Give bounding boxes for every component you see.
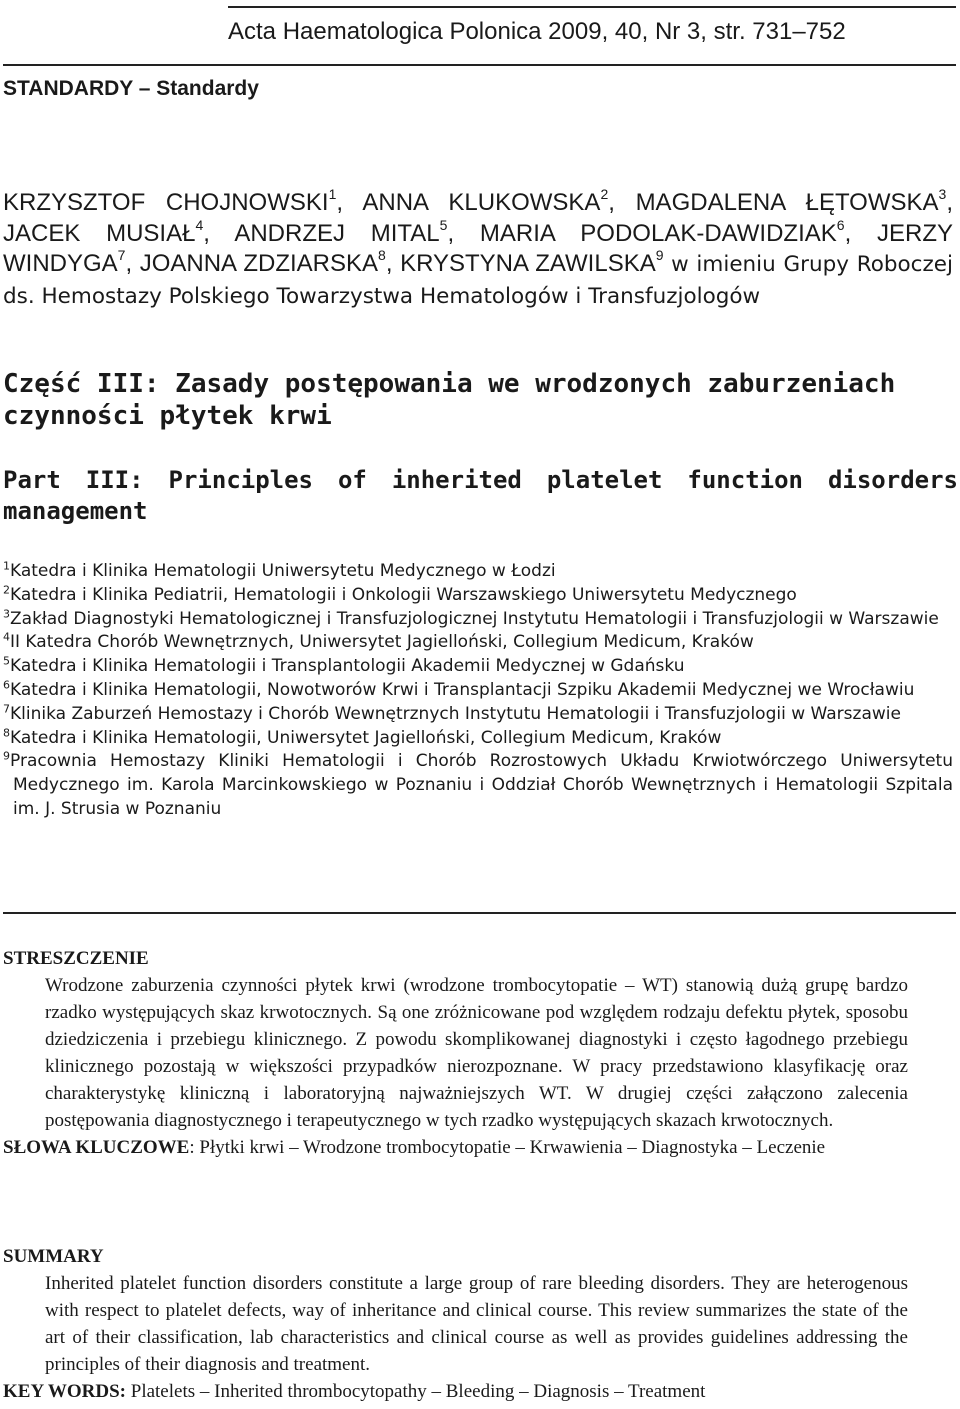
affiliation-item xyxy=(3,655,953,679)
affiliation-number: 2 xyxy=(3,583,10,597)
affiliation-number: 1 xyxy=(3,559,10,573)
affiliation-number: 6 xyxy=(3,678,10,692)
affiliation-item xyxy=(3,584,953,608)
slowa-kluczowe-text: : Płytki krwi – Wrodzone trombocytopatie – Krwawienia – Diagnostyka – Leczenie xyxy=(189,1137,826,1158)
author-separator: , xyxy=(844,219,877,247)
affiliation-item xyxy=(3,631,953,655)
author-affiliation-number: 2 xyxy=(600,186,609,202)
journal-citation: Acta Haematologica Polonica 2009, 40, Nr 3, str. 731–752 xyxy=(228,18,846,45)
author-name: MARIA PODOLAK-DAWIDZIAK xyxy=(479,219,837,247)
section-label: STANDARDY – Standardy xyxy=(3,77,259,100)
title-english: Part III: Principles of inherited platelet function disorders management xyxy=(3,466,958,525)
author-list xyxy=(3,188,953,312)
affiliation-list xyxy=(3,560,953,822)
author-name: JERZY WINDYGA xyxy=(3,219,954,277)
affiliation-number: 5 xyxy=(3,654,10,668)
affiliation-item xyxy=(3,750,953,821)
top-rule xyxy=(228,6,956,8)
key-words xyxy=(3,1378,908,1405)
slowa-kluczowe xyxy=(3,1134,908,1161)
author-name: KRYSTYNA ZAWILSKA xyxy=(400,250,656,277)
author-name: KRZYSZTOF CHOJNOWSKI xyxy=(3,189,329,216)
affiliation-text: II Katedra Chorób Wewnętrznych, Uniwersytet Jagielloński, Collegium Medicum, Kraków xyxy=(10,632,754,653)
author-separator xyxy=(664,250,672,277)
author-separator: , xyxy=(125,250,140,277)
author-name: JACEK MUSIAŁ xyxy=(3,219,196,247)
title-polish: Część III: Zasady postępowania we wrodzonych zaburzeniach czynności płytek krwi xyxy=(3,369,896,431)
summary-heading: SUMMARY xyxy=(3,1246,104,1267)
affiliation-text: Katedra i Klinika Hematologii, Uniwersytet Jagielloński, Collegium Medicum, Kraków xyxy=(10,727,722,748)
author-name: JOANNA ZDZIARSKA xyxy=(139,250,379,277)
author-affiliation-number: 7 xyxy=(117,247,126,263)
streszczenie-text: Wrodzone zaburzenia czynności płytek krwi (wrodzone trombocytopatie – WT) stanowią dużą grupę bardzo rzadko występujących skaz krwotocznych. Są one zróżnicowane pod względem rodzaju defektu płytek, sposobu dziedziczenia i przebiegu klinicznego. Z powodu skomplikowanej diagnostyki i często łagodnego przebiegu klinicznego pozostają w większości przypadków nierozpoznane. W pracy przedstawiono klasyfikację oraz charakterystykę kliniczną i laboratoryjną najważniejszych WT. W drugiej części załączono zalecenia postępowania diagnostycznego i terapeutycznego w tych rzadko występujących skazach krwotocznych. xyxy=(45,975,908,1131)
affiliation-number: 8 xyxy=(3,725,10,739)
affiliation-item xyxy=(3,608,953,632)
author-affiliation-number: 9 xyxy=(655,247,664,263)
author-separator: , xyxy=(336,189,363,216)
author-affiliation-number: 8 xyxy=(378,247,386,263)
key-words-label: KEY WORDS: xyxy=(3,1381,126,1402)
author-affiliation-number: 5 xyxy=(439,216,448,233)
streszczenie-heading: STRESZCZENIE xyxy=(3,948,149,969)
summary-section xyxy=(3,1243,908,1405)
author-affiliation-number: 4 xyxy=(195,216,204,233)
affiliation-text: Katedra i Klinika Hematologii Uniwersytetu Medycznego w Łodzi xyxy=(10,561,556,581)
author-separator: , xyxy=(385,250,401,277)
affiliation-number: 4 xyxy=(3,630,10,644)
author-affiliation-number: 6 xyxy=(836,216,845,233)
affiliation-text: Katedra i Klinika Pediatrii, Hematologii i Onkologii Warszawskiego Uniwersytetu Medycznego xyxy=(10,584,797,605)
author-separator: , xyxy=(203,219,235,247)
affiliation-text: Katedra i Klinika Hematologii, Nowotworów Krwi i Transplantacji Szpiku Akademii Medycznej we Wrocławiu xyxy=(10,679,915,700)
affiliation-text: Zakład Diagnostyki Hematologicznej i Transfuzjologicznej Instytutu Hematologii i Transfuzjologii w Warszawie xyxy=(10,608,939,629)
header-rule xyxy=(3,64,956,66)
affiliation-number: 9 xyxy=(3,749,10,763)
authors-group-note: w imieniu Grupy Roboczej ds. Hemostazy Polskiego Towarzystwa Hematologów i Transfuzjologów xyxy=(3,252,953,309)
affiliation-text: Pracownia Hemostazy Kliniki Hematologii i Chorób Rozrostowych Układu Krwiotwórczego Uniwersytetu Medycznego im. Karola Marcinkowskiego w Poznaniu i Oddział Chorób Wewnętrznych i Hematologii Szpitala im. J. Strusia w Poznaniu xyxy=(10,751,953,819)
key-words-text: Platelets – Inherited thrombocytopathy – Bleeding – Diagnosis – Treatment xyxy=(126,1381,706,1402)
summary-text: Inherited platelet function disorders constitute a large group of rare bleeding disorders. They are heterogenous with respect to platelet defects, way of inheritance and clinical course. This review summarizes the state of the art of their classification, lab characteristics and clinical course as well as provides guidelines addressing the principles of their diagnosis and treatment. xyxy=(45,1273,908,1375)
author-separator: , xyxy=(447,219,480,247)
author-separator: , xyxy=(608,189,636,216)
author-separator: , xyxy=(946,189,953,216)
affiliation-item xyxy=(3,560,953,584)
author-affiliation-number: 3 xyxy=(938,186,947,202)
affiliation-item xyxy=(3,703,953,727)
affiliation-number: 7 xyxy=(3,702,10,716)
affiliation-rule xyxy=(3,912,956,914)
affiliation-number: 3 xyxy=(3,606,10,620)
author-name: MAGDALENA ŁĘTOWSKA xyxy=(635,189,939,216)
author-affiliation-number: 1 xyxy=(328,186,337,202)
affiliation-item xyxy=(3,727,953,751)
author-name: ANNA KLUKOWSKA xyxy=(362,189,601,216)
affiliation-text: Klinika Zaburzeń Hemostazy i Chorób Wewnętrznych Instytutu Hematologii i Transfuzjologii w Warszawie xyxy=(10,703,901,724)
affiliation-text: Katedra i Klinika Hematologii i Transplantologii Akademii Medycznej w Gdańsku xyxy=(10,656,685,677)
slowa-kluczowe-label: SŁOWA KLUCZOWE xyxy=(3,1137,190,1158)
author-name: ANDRZEJ MITAL xyxy=(234,219,440,247)
affiliation-item xyxy=(3,679,953,703)
streszczenie-section xyxy=(3,945,908,1161)
